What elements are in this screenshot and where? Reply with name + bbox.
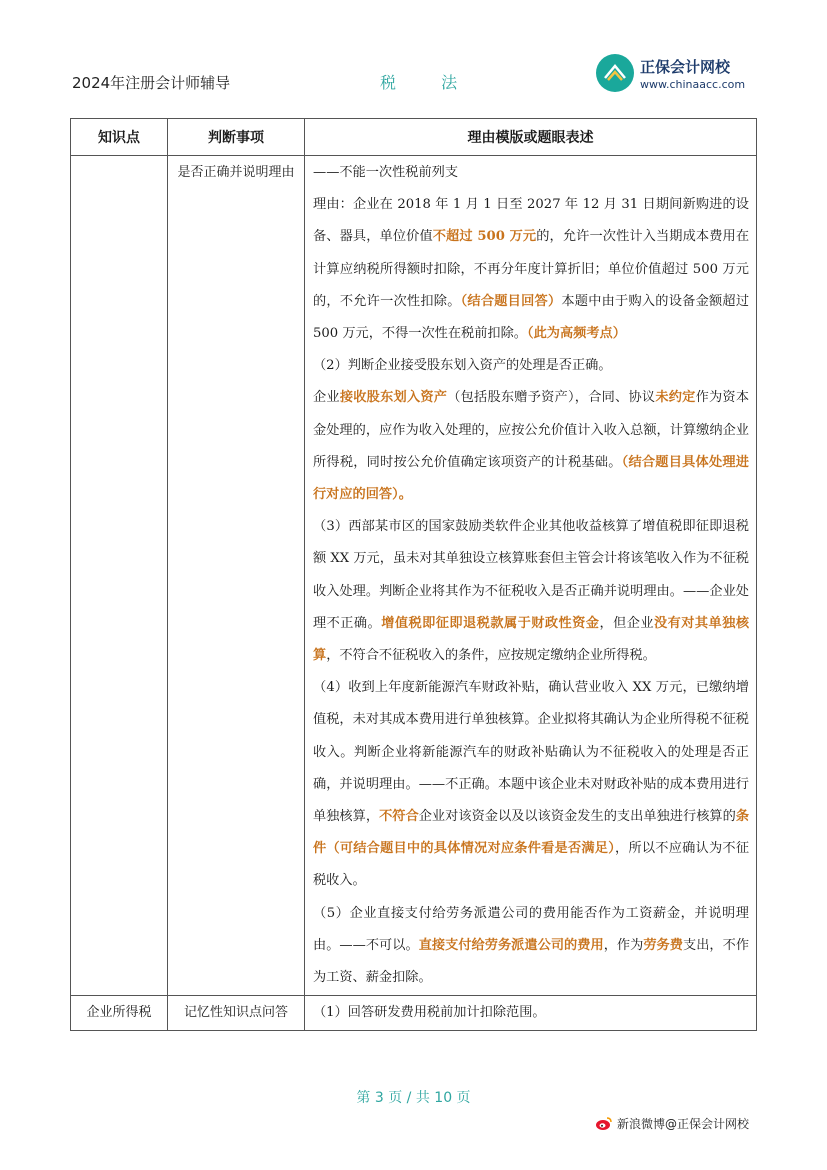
text-run: 本题中由于购入的设备金额超过 500 万元，不得一次性在税前扣除。 xyxy=(313,293,750,342)
highlight-text: 劳务费 xyxy=(643,937,683,953)
content-paragraph: ——不能一次性税前列支 xyxy=(313,165,459,180)
cell-empty xyxy=(71,156,168,996)
highlight-text: 增值税即征即退税款属于财政性资金 xyxy=(381,615,600,631)
knowledge-table xyxy=(70,118,757,1031)
text-run: 企业对该资金以及以该资金发生的支出单独进行核算的 xyxy=(418,809,736,825)
text-run: ，不符合不征税收入的条件，应按规定缴纳企业所得税。 xyxy=(326,648,656,664)
content-paragraph xyxy=(313,898,749,995)
header-reason-template: 理由模版或题眼表述 xyxy=(305,119,757,156)
text-run: （5）企业直接支付给劳务派遣公司的费用能否作为工资薪金，并说明理由。——不可以。 xyxy=(313,905,749,953)
content-paragraph xyxy=(313,511,749,672)
text-run: 企业 xyxy=(313,390,340,406)
header-judgment-item: 判断事项 xyxy=(168,119,305,156)
cell-content xyxy=(305,156,757,996)
text-run: ，作为 xyxy=(603,937,644,953)
table-row xyxy=(71,996,757,1031)
highlight-text: （此为高频考点） xyxy=(527,326,626,342)
cell-judgment xyxy=(168,156,305,996)
text-run: ，但企业 xyxy=(599,615,654,631)
cell-content xyxy=(305,996,757,1031)
highlight-text: 没有对其单独核算 xyxy=(313,615,750,664)
highlight-text: 条件（可结合题目中的具体情况对应条件看是否满足） xyxy=(313,809,750,857)
course-title: 2024年注册会计师辅导 xyxy=(72,74,231,92)
cell-judgment xyxy=(168,996,305,1031)
logo-url: www.chinaacc.com xyxy=(640,78,746,91)
content-paragraph: （1）回答研发费用税前加计扣除范围。 xyxy=(313,1005,546,1021)
text-run: 理由：企业在 2018 年 1 月 1 日至 2027 年 12 月 31 日期间新购进的设备、器具，单位价值 xyxy=(313,197,749,245)
content-paragraph xyxy=(313,189,749,350)
logo-name: 正保会计网校 xyxy=(640,58,731,76)
highlight-text: （结合题目具体处理进行对应的回答）。 xyxy=(313,454,749,503)
page-header xyxy=(72,44,756,104)
text-run: 作为资本金处理的，应作为收入处理的，应按公允价值计入收入总额，计算缴纳企业所得税，同时按公允价值确定该项资产的计税基础。 xyxy=(313,390,750,470)
highlight-text: （结合题目回答） xyxy=(460,293,562,309)
text-run: 的，允许一次性计入当期成本费用在计算应纳税所得额时扣除，不再分年度计算折旧；单位价值超过 500 万元的，不允许一次性扣除。 xyxy=(313,229,750,309)
highlight-text: 接收股东划入资产 xyxy=(339,390,448,406)
highlight-text: 直接支付给劳务派遣公司的费用 xyxy=(418,937,604,953)
subject-title: 税 法 xyxy=(380,73,478,92)
text-run: 支出，不作为工资、薪金扣除。 xyxy=(313,937,750,986)
page-number: 第 3 页 / 共 10 页 xyxy=(356,1090,471,1106)
highlight-text: 不符合 xyxy=(379,809,419,825)
text-run: ，所以不应确认为不征税收入。 xyxy=(313,841,750,889)
weibo-credit[interactable] xyxy=(595,1115,749,1132)
content-body xyxy=(306,157,755,994)
knowledge-point-text: 企业所得税 xyxy=(86,1005,152,1021)
highlight-text: 未约定 xyxy=(655,390,696,406)
text-run: （4）收到上年度新能源汽车财政补贴，确认营业收入 XX 万元，已缴纳增值税，未对其成本费用进行单独核算。企业拟将其确认为企业所得税不征税收入。判断企业将新能源汽车的财政补贴确认为不征税收入的处理是否正确，并说明理由。——不正确。本题中该企业未对财政补贴的成本费用进行单独核算， xyxy=(313,680,749,825)
cell-knowledge-point xyxy=(71,996,168,1031)
judgment-text: 是否正确并说明理由 xyxy=(177,165,295,180)
header-knowledge-point: 知识点 xyxy=(71,119,168,156)
logo-book-icon xyxy=(596,54,634,92)
judgment-text: 记忆性知识点问答 xyxy=(183,1005,288,1021)
site-logo[interactable] xyxy=(596,50,756,98)
weibo-text: 新浪微博@正保会计网校 xyxy=(616,1117,749,1131)
text-run: （3）西部某市区的国家鼓励类软件企业其他收益核算了增值税即征即退税额 XX 万元，虽未对其单独设立核算账套但主管会计将该笔收入作为不征税收入处理。判断企业将其作为不征税收入是否正确并说明理由。——企业处理不正确。 xyxy=(313,519,749,631)
text-run: （包括股东赠予资产），合同、协议 xyxy=(447,390,656,406)
content-paragraph xyxy=(313,672,749,897)
content-paragraph xyxy=(313,382,749,511)
weibo-icon xyxy=(595,1116,613,1131)
content-paragraph: （2）判断企业接受股东划入资产的处理是否正确。 xyxy=(313,358,612,374)
table-row xyxy=(71,156,757,996)
table-header-row xyxy=(71,119,757,156)
highlight-text: 不超过 500 万元 xyxy=(432,229,537,245)
